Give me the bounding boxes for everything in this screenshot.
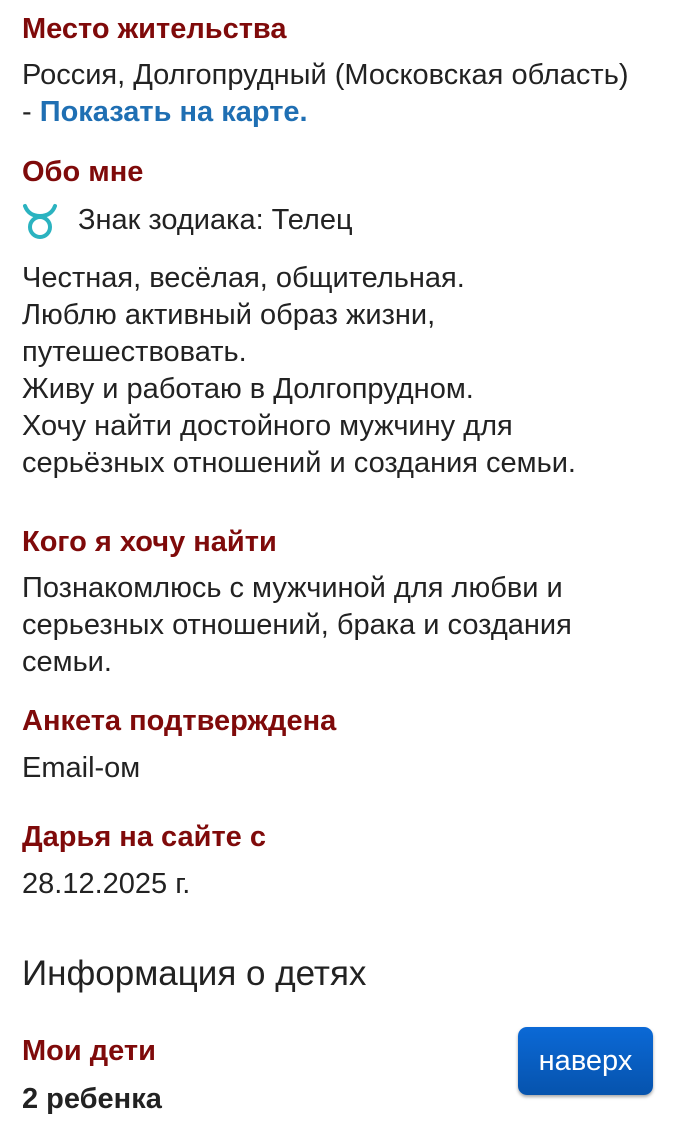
about-text-line: путешествовать. bbox=[22, 336, 247, 368]
looking-for-text-line: семьи. bbox=[22, 646, 112, 678]
residence-map-line bbox=[22, 94, 308, 131]
looking-for-heading: Кого я хочу найти bbox=[22, 526, 277, 558]
children-heading: Мои дети bbox=[22, 1035, 156, 1067]
looking-for-text-line: Познакомлюсь с мужчиной для любви и bbox=[22, 572, 563, 604]
verified-heading: Анкета подтверждена bbox=[22, 705, 337, 737]
children-count: 2 ребенка bbox=[22, 1083, 162, 1115]
zodiac-sign: Знак зодиака: Телец bbox=[78, 204, 353, 236]
verified-value: Email-ом bbox=[22, 752, 141, 784]
residence-dash: - bbox=[22, 96, 40, 128]
residence-location: Россия, Долгопрудный (Московская область) bbox=[22, 59, 629, 91]
member-since-heading: Дарья на сайте с bbox=[22, 821, 266, 853]
about-text-line: Честная, весёлая, общительная. bbox=[22, 262, 465, 294]
residence-heading: Место жительства bbox=[22, 13, 287, 45]
children-section-title: Информация о детях bbox=[22, 954, 367, 993]
scroll-to-top-button[interactable]: наверх bbox=[518, 1027, 653, 1095]
member-since-date: 28.12.2025 г. bbox=[22, 868, 191, 900]
about-text-line: Люблю активный образ жизни, bbox=[22, 299, 436, 331]
about-heading: Обо мне bbox=[22, 156, 144, 188]
about-text-line: Хочу найти достойного мужчину для bbox=[22, 410, 513, 442]
about-text-line: серьёзных отношений и создания семьи. bbox=[22, 447, 576, 479]
show-on-map-link[interactable]: Показать на карте. bbox=[39, 96, 308, 128]
looking-for-text-line: серьезных отношений, брака и создания bbox=[22, 609, 572, 641]
about-text-line: Живу и работаю в Долгопрудном. bbox=[22, 373, 474, 405]
taurus-icon bbox=[22, 202, 58, 240]
